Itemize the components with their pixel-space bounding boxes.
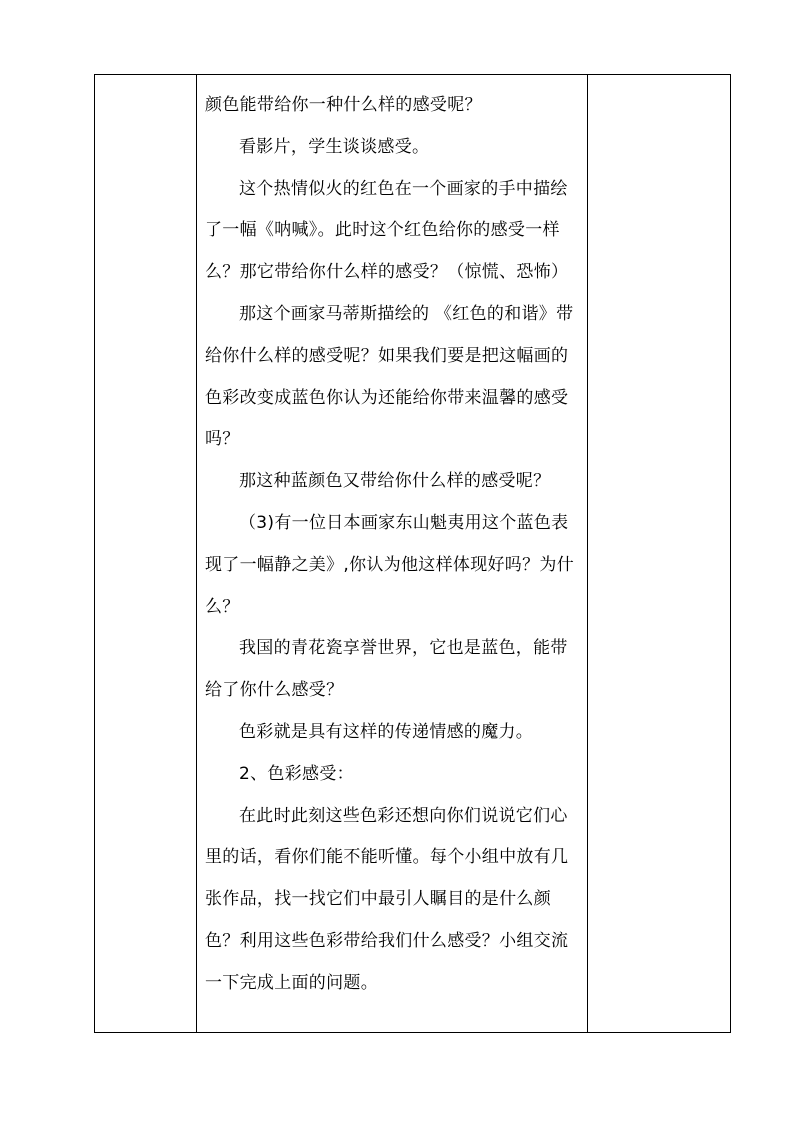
lesson-content (197, 75, 587, 1005)
content-column-cell (197, 75, 588, 1033)
paragraph-1: 颜色能带给你一种什么样的感受呢？ (205, 95, 482, 115)
right-column-cell (588, 75, 731, 1033)
paragraph-8: 色彩就是具有这样的传递情感的魔力。 (239, 721, 534, 742)
paragraph-7: 我国的青花瓷享誉世界，它也是蓝色，能带给了你什么感受？ (205, 638, 568, 701)
paragraph-3: 这个热情似火的红色在一个画家的手中描绘了一幅《呐喊》。此时这个红色给你的感受一样么？那它带给你什么样的感受？（惊慌、恐怖） (205, 178, 569, 283)
paragraph-5: 那这种蓝颜色又带给你什么样的感受呢？ (239, 471, 551, 492)
lesson-table (94, 74, 731, 1033)
paragraph-10: 在此时此刻这些色彩还想向你们说说它们心里的话，看你们能不能听懂。每个小组中放有几张作品，找一找它们中最引人瞩目的是什么颜色？利用这些色彩带给我们什么感受？小组交流一下完成上面的问题。 (205, 805, 569, 993)
paragraph-4: 那这个画家马蒂斯描绘的 《红色的和谐》带给你什么样的感受呢？如果我们要是把这幅画的色彩改变成蓝色你认为还能给你带来温馨的感受吗？ (205, 303, 574, 450)
left-column-cell (95, 75, 197, 1033)
paragraph-6: （3)有一位日本画家东山魁夷用这个蓝色表现了一幅静之美》,你认为他这样体现好吗？为什么？ (205, 512, 575, 617)
paragraph-9: 2、色彩感受： (239, 763, 354, 784)
table-row (95, 75, 731, 1033)
paragraph-2: 看影片，学生谈谈感受。 (239, 136, 430, 157)
